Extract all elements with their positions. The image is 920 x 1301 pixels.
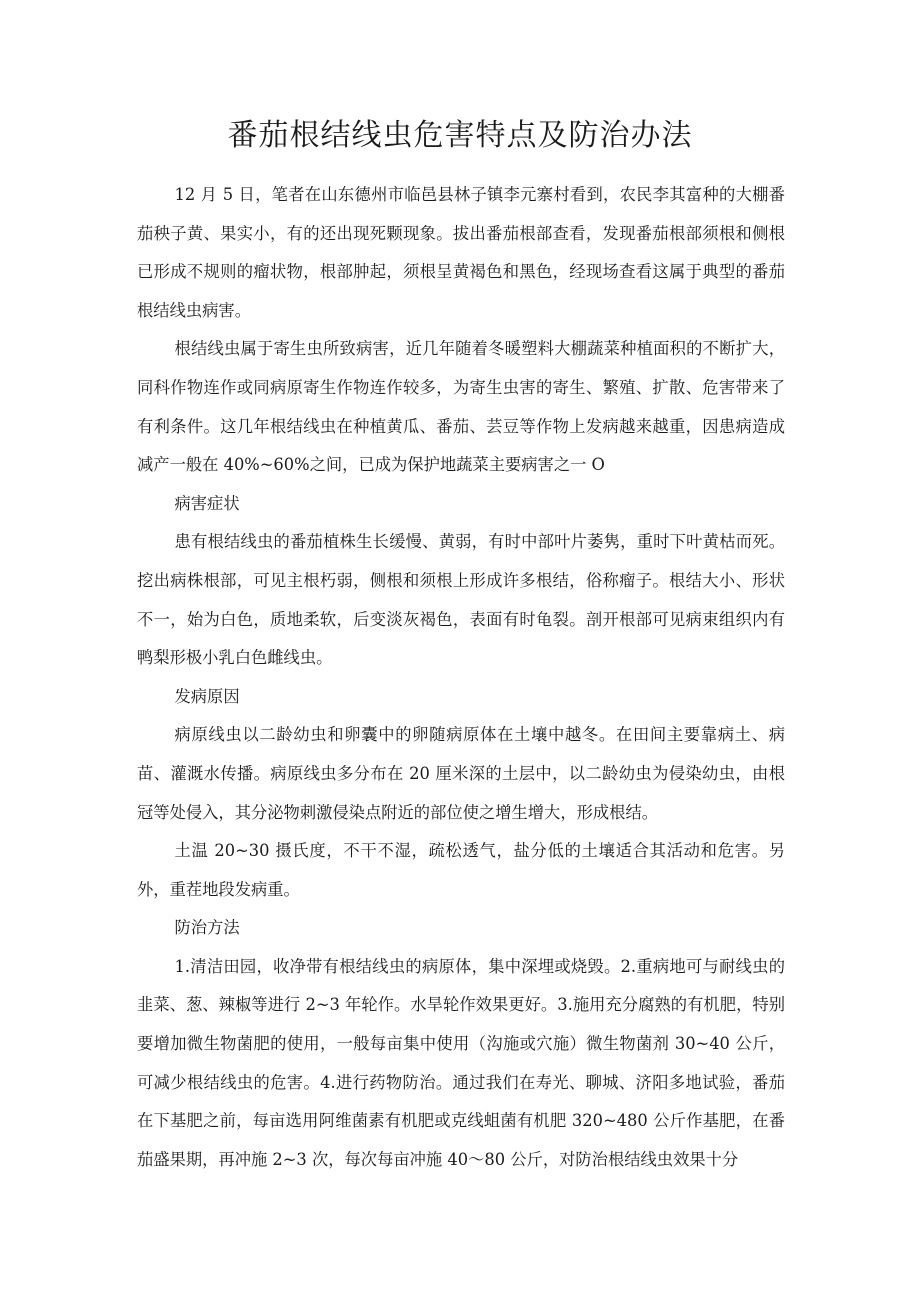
document-body xyxy=(137,176,785,1179)
section-heading-symptoms: 病害症状 xyxy=(174,493,240,513)
section-heading-causes: 发病原因 xyxy=(174,686,240,706)
document-title: 番茄根结线虫危害特点及防治办法 xyxy=(227,118,693,153)
paragraph-control-methods: 1.清洁田园，收净带有根结线虫的病原体，集中深埋或烧毁。2.重病地可与耐线虫的韭菜、葱、辣椒等进行 2~3 年轮作。水旱轮作效果更好。3.施用充分腐熟的有机肥，特别要增加微生物菌肥的使用，一般每亩集中使用（沟施或穴施）微生物菌剂 30~40 公斤，可减少根结线虫的危害。4.进行药物防治。通过我们在寿光、聊城、济阳多地试验，番茄在下基肥之前，每亩选用阿维菌素有机肥或克线蛆菌有机肥 320~480 公斤作基肥，在番茄盛果期，再冲施 2~3 次，每次每亩冲施 40～80 公斤，对防治根结线虫效果十分 xyxy=(137,956,785,1169)
paragraph-symptoms: 患有根结线虫的番茄植株生长缓慢、黄弱，有时中部叶片萎隽，重时下叶黄枯而死。挖出病株根部，可见主根朽弱，侧根和须根上形成许多根结，俗称瘤子。根结大小、形状不一，始为白色，质地柔软，后变淡灰褐色，表面有时龟裂。剖开根部可见病束组织内有鸭梨形极小乳白色雌线虫。 xyxy=(137,532,785,668)
paragraph-background: 根结线虫属于寄生虫所致病害，近几年随着冬暖塑料大棚蔬菜种植面积的不断扩大，同科作物连作或同病原寄生作物连作较多，为寄生虫害的寄生、繁殖、扩散、危害带来了有利条件。这几年根结线虫在种植黄瓜、番茄、芸豆等作物上发病越来越重，因患病造成减产一般在 40%~60%之间，已成为保护地蔬菜主要病害之一 O xyxy=(137,339,785,475)
paragraph-conditions: 土温 20~30 摄氏度，不干不湿，疏松透气，盐分低的土壤适合其活动和危害。另外，重茬地段发病重。 xyxy=(137,841,785,899)
paragraph-causes: 病原线虫以二龄幼虫和卵囊中的卵随病原体在土壤中越冬。在田间主要靠病土、病苗、灌溉水传播。病原线虫多分布在 20 厘米深的土层中，以二龄幼虫为侵染幼虫，由根冠等处侵入，其分泌物刺激侵染点附近的部位使之增生增大，形成根结。 xyxy=(137,725,785,822)
section-heading-control: 防治方法 xyxy=(174,918,240,938)
paragraph-intro: 12 月 5 日，笔者在山东德州市临邑县林子镇李元寨村看到，农民李其富种的大棚番茄秧子黄、果实小，有的还出现死颗现象。拔出番茄根部查看，发现番茄根部须根和侧根已形成不规则的瘤状物，根部肿起，须根呈黄褐色和黑色，经现场查看这属于典型的番茄根结线虫病害。 xyxy=(137,185,785,320)
